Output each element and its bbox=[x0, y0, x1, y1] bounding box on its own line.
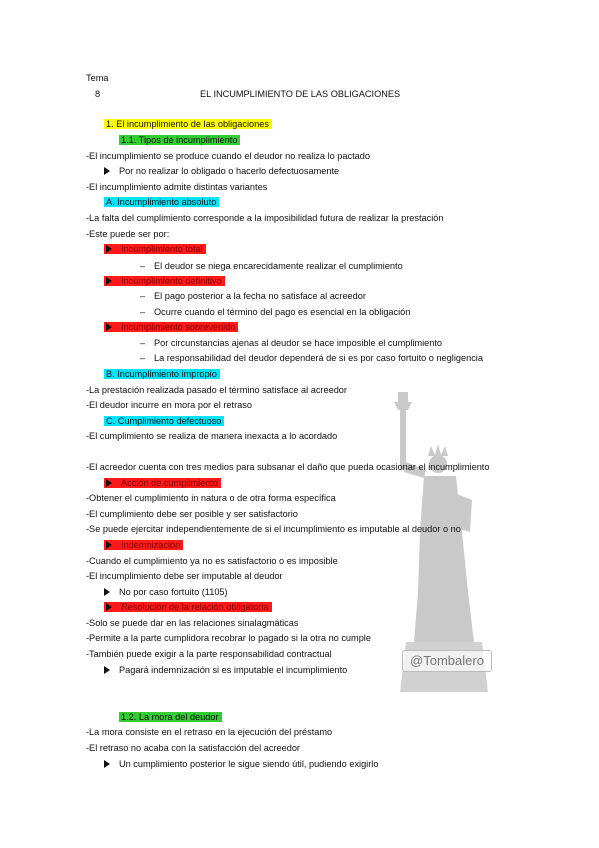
arrow-bullet-icon bbox=[104, 760, 110, 768]
text-line: -La mora consiste en el retraso en la ejecución del préstamo bbox=[86, 727, 333, 737]
subsection-b-heading: B. Incumplimiento impropio bbox=[104, 369, 220, 379]
highlight-incumplimiento-sobrevenido bbox=[104, 322, 238, 332]
arrow-bullet-icon bbox=[104, 588, 110, 596]
text-line: El deudor se niega encarecidamente realizar el cumplimiento bbox=[154, 261, 403, 271]
arrow-bullet-icon bbox=[104, 666, 110, 674]
text-line: -El incumplimiento se produce cuando el deudor no realiza lo pactado bbox=[86, 151, 370, 161]
dash-bullet-icon: – bbox=[140, 353, 146, 363]
highlight-incumplimiento-definitivo bbox=[104, 276, 225, 286]
text-line: -El cumplimiento debe ser posible y ser satisfactorio bbox=[86, 509, 298, 519]
text-line: -Se puede ejercitar independientemente de si el incumplimiento es imputable al deudor o no bbox=[86, 524, 461, 534]
text-line: -El deudor incurre en mora por el retraso bbox=[86, 400, 252, 410]
text-line: Un cumplimiento posterior le sigue siendo útil, pudiendo exigirlo bbox=[119, 759, 379, 769]
arrow-bullet-icon bbox=[106, 541, 112, 549]
highlight-label: Incumplimiento definitivo bbox=[121, 276, 222, 286]
page-title: EL INCUMPLIMIENTO DE LAS OBLIGACIONES bbox=[200, 89, 401, 99]
text-line: -El acreedor cuenta con tres medios para subsanar el daño que pueda ocasionar el incumplimiento bbox=[86, 462, 490, 472]
arrow-bullet-icon bbox=[106, 277, 112, 285]
dash-bullet-icon: – bbox=[140, 261, 146, 271]
section-1-heading: 1. El incumplimiento de las obligaciones bbox=[104, 119, 272, 129]
highlight-label: Acción de cumplimiento bbox=[121, 478, 219, 488]
text-line: -Obtener el cumplimiento in natura o de otra forma específica bbox=[86, 493, 336, 503]
tema-number: 8 bbox=[95, 89, 101, 99]
highlight-resolucion bbox=[104, 602, 272, 612]
text-line: Por circunstancias ajenas al deudor se hace imposible el cumplimiento bbox=[154, 338, 443, 348]
text-line: -El cumplimiento se realiza de manera inexacta a lo acordado bbox=[86, 431, 338, 441]
text-line: -El retraso no acaba con la satisfacción del acreedor bbox=[86, 743, 300, 753]
section-1-1-heading: 1.1. Tipos de incumplimiento bbox=[119, 135, 240, 145]
text-line: No por caso fortuito (1105) bbox=[119, 587, 228, 597]
highlight-label: Indemnización bbox=[121, 540, 181, 550]
text-line: Pagará indemnización si es imputable el incumplimiento bbox=[119, 665, 348, 675]
text-line: -Cuando el cumplimiento ya no es satisfactorio o es imposible bbox=[86, 556, 338, 566]
text-line: -La falta del cumplimiento corresponde a la imposibilidad futura de realizar la prestación bbox=[86, 213, 444, 223]
statue-of-liberty-watermark bbox=[378, 392, 508, 692]
text-line: Ocurre cuando el término del pago es esencial en la obligación bbox=[154, 307, 411, 317]
text-line: -Este puede ser por: bbox=[86, 229, 170, 239]
highlight-indemnizacion bbox=[104, 540, 183, 550]
arrow-bullet-icon bbox=[104, 167, 110, 175]
subsection-c-heading: C. Cumplimiento defectuoso bbox=[104, 416, 224, 426]
highlight-label: Resolución de la relación obligatoria bbox=[121, 602, 269, 612]
dash-bullet-icon: – bbox=[140, 338, 146, 348]
arrow-bullet-icon bbox=[106, 603, 112, 611]
arrow-bullet-icon bbox=[106, 245, 112, 253]
text-line: -Solo se puede dar en las relaciones sinalagmáticas bbox=[86, 618, 299, 628]
highlight-label: Incumplimiento total bbox=[121, 244, 203, 254]
text-line: -La prestación realizada pasado el término satisface al acreedor bbox=[86, 385, 347, 395]
arrow-bullet-icon bbox=[106, 323, 112, 331]
dash-bullet-icon: – bbox=[140, 307, 146, 317]
watermark-label: @Tombalero bbox=[402, 650, 492, 672]
text-line: -También puede exigir a la parte responsabilidad contractual bbox=[86, 649, 332, 659]
highlight-accion-cumplimiento bbox=[104, 478, 221, 488]
tema-label: Tema bbox=[86, 73, 109, 83]
highlight-incumplimiento-total bbox=[104, 244, 206, 254]
text-line: El pago posterior a la fecha no satisface al acreedor bbox=[154, 291, 366, 301]
text-line: -El incumplimiento debe ser imputable al deudor bbox=[86, 571, 283, 581]
section-1-2-heading: 1.2. La mora del deudor bbox=[119, 712, 222, 722]
dash-bullet-icon: – bbox=[140, 291, 146, 301]
highlight-label: Incumplimiento sobrevenido bbox=[121, 322, 236, 332]
text-line: La responsabilidad del deudor dependerá de si es por caso fortuito o negligencia bbox=[154, 353, 483, 363]
text-line: Por no realizar lo obligado o hacerlo defectuosamente bbox=[119, 166, 340, 176]
text-line: -Permite a la parte cumplidora recobrar lo pagado si la otra no cumple bbox=[86, 633, 371, 643]
arrow-bullet-icon bbox=[106, 479, 112, 487]
subsection-a-heading: A. Incumplimiento absoluto bbox=[104, 197, 219, 207]
text-line: -El incumplimiento admite distintas variantes bbox=[86, 182, 268, 192]
